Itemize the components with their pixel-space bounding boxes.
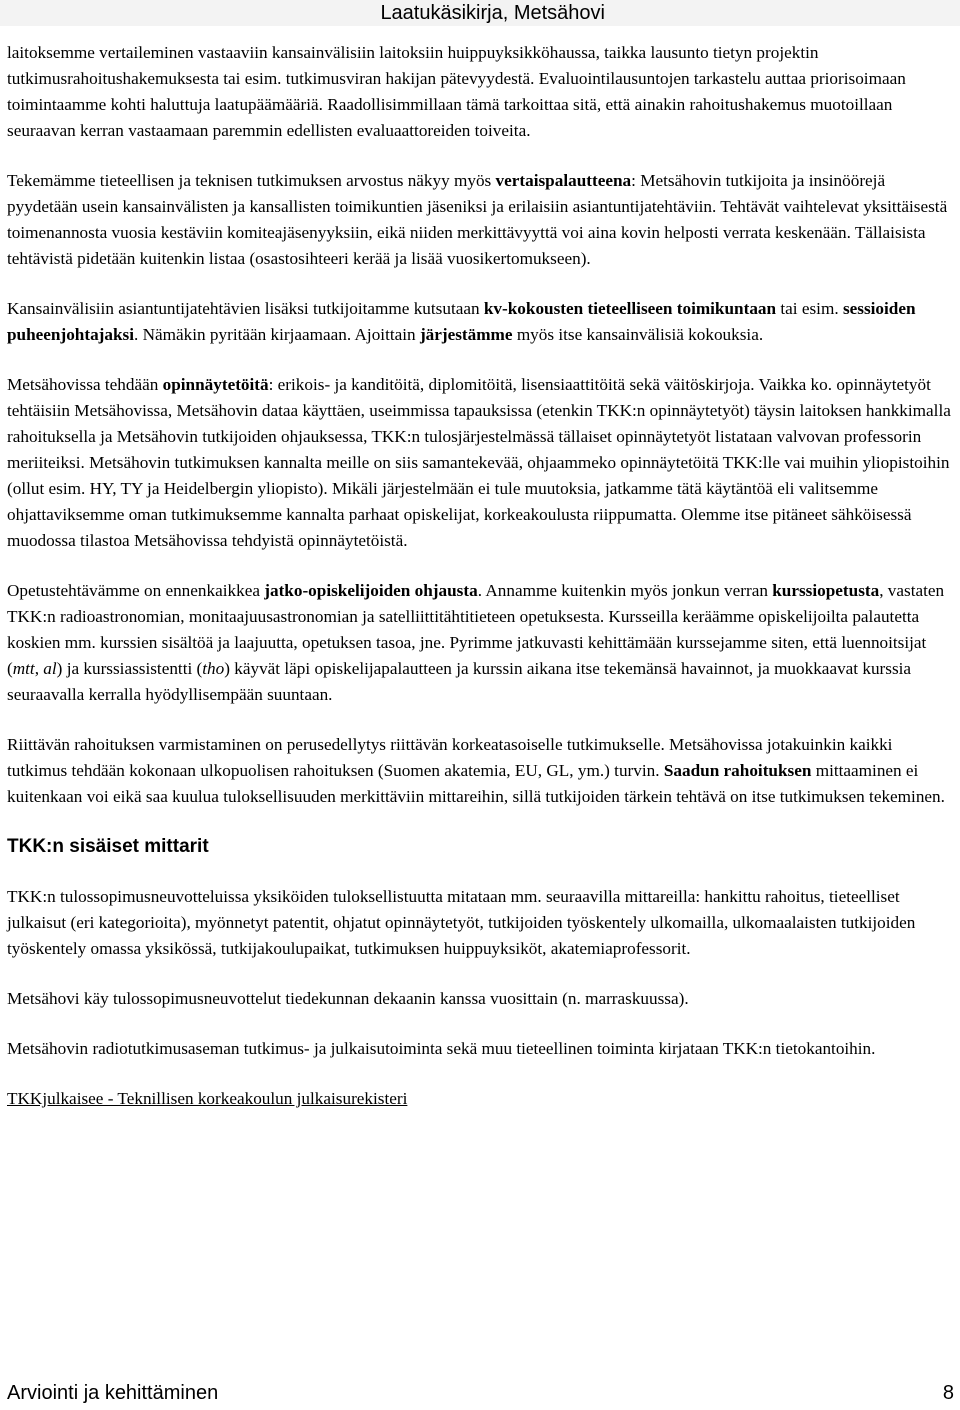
paragraph-conferences	[7, 296, 955, 348]
bold-term: Saadun rahoituksen	[663, 761, 812, 780]
text-run: Metsähovissa tehdään	[7, 375, 163, 394]
italic-term: al	[43, 659, 57, 678]
document-body	[7, 40, 955, 1136]
section-heading: TKK:n sisäiset mittarit	[7, 836, 209, 857]
header-title: Laatukäsikirja, Metsähovi	[380, 2, 605, 24]
italic-term: tho	[202, 659, 225, 678]
bold-term: opinnäytetöitä	[162, 375, 269, 394]
text-run: Kansainvälisiin asiantuntijatehtävien lisäksi tutkijoitamme kutsutaan	[7, 299, 484, 318]
text-run: : erikois- ja kanditöitä, diplomitöitä, lisensiaattitöitä sekä väitöskirjoja. Vaikka ko. opinnäytetyöt tehtäisiin Metsähovissa, Metsähovin dataa käyttäen, useimmissa tapauksissa (etenkin TKK:n opinnäytetyöt) täysin laitoksen hankkimalla rahoituksella ja Metsähovin tutkijoiden ohjauksessa, TKK:n tulosjärjestelmässä tällaiset opinnäytetyöt listataan valvovan professorin meriiteiksi. Metsähovin tutkimuksen kannalta meille on siis samantekevää, ohjaammeko opinnäytetöitä TKK:lle vai muihin yliopistoihin (ollut esim. HY, TY ja Heidelbergin yliopisto). Mikäli järjestelmään ei tule muutoksia, jatkamme tätä käytäntöä eli valitsemme ohjattaviksemme oman tutkimuksemme kannalta parhaat opiskelijat, korkeakoulusta riippumatta. Olemme itse pitäneet sähköisessä muodossa tilastoa Metsähovissa tehdyistä opinnäytetöistä.	[7, 375, 951, 550]
text-run: Metsähovin radiotutkimusaseman tutkimus- ja julkaisutoiminta sekä muu tieteellinen toiminta kirjataan TKK:n tietokantoihin.	[7, 1039, 876, 1058]
text-run: tai esim.	[776, 299, 843, 318]
text-run: ) ja kurssiassistentti (	[56, 659, 203, 678]
text-run: , vastaten TKK:n radioastronomian, monitaajuusastronomian ja satelliittitähtitieteen opetuksesta. Kursseilla keräämme opiskelijoilta palautetta koskien mm. kurssien sisältöä ja laajuutta, opetuksen tasoa, jne. Pyrimme jatkuvasti kehittämään kurssejamme siten, että luennoitsijat (	[7, 581, 945, 678]
bold-term: sessioiden puheenjohtajaksi	[7, 299, 916, 344]
paragraph-databases	[7, 1036, 955, 1062]
bold-term: jatko-opiskelijoiden ohjausta	[264, 581, 478, 600]
text-run: Opetustehtävämme on ennenkaikkea	[7, 581, 265, 600]
text-run: TKK:n tulossopimusneuvotteluissa yksiköiden tuloksellistuutta mitataan mm. seuraavilla mittareilla: hankittu rahoitus, tieteelliset julkaisut (eri kategorioita), myönnetyt patentit, ohjatut opinnäytetyöt, tutkijoiden työskentely ulkomailla, ulkomaalaisten tutkijoiden työskentely omassa yksikössä, tutkijakoulupaikat, tutkimuksen huippuyksiköt, akatemiaprofessorit.	[7, 887, 916, 958]
paragraph-theses	[7, 372, 955, 554]
text-run: laitoksemme vertaileminen vastaaviin kansainvälisiin laitoksiin huippuyksikköhaussa, taikka lausunto tietyn projektin tutkimusrahoitushakemuksesta tai esim. tutkimusviran hakijan pätevyydestä. Evaluointilausuntojen tarkastelu auttaa priorisoimaan toimintaamme kohti haluttuja laatupäämääriä. Raadollisimmillaan tämä tarkoittaa sitä, että ainakin rahoitushakemus muotoillaan seuraavan kerran vastaamaan paremmin edellisten evaluaattoreiden toiveita.	[7, 43, 906, 140]
paragraph-peer-feedback	[7, 168, 955, 272]
text-run: Metsähovi käy tulossopimusneuvottelut tiedekunnan dekaanin kanssa vuosittain (n. marraskuussa).	[7, 989, 689, 1008]
page-header	[0, 0, 960, 26]
footer-chapter: Arviointi ja kehittäminen	[7, 1382, 219, 1404]
text-run: myös itse kansainvälisiä kokouksia.	[512, 325, 764, 344]
text-run: . Annamme kuitenkin myös jonkun verran	[477, 581, 773, 600]
text-run: ,	[34, 659, 44, 678]
paragraph-negotiations	[7, 986, 955, 1012]
bold-term: kv-kokousten tieteelliseen toimikuntaan	[483, 299, 777, 318]
paragraph-metrics	[7, 884, 955, 962]
page-number: 8	[942, 1382, 954, 1404]
publication-registry-link[interactable]: TKKjulkaisee - Teknillisen korkeakoulun julkaisurekisteri	[7, 1089, 408, 1108]
text-run: Tekemämme tieteellisen ja teknisen tutkimuksen arvostus näkyy myös	[7, 171, 496, 190]
text-run: ) käyvät läpi opiskelijapalautteen ja kurssin aikana itse tekemänsä havainnot, ja muokkaavat kurssia seuraavalla kerralla hyödyllisempään suuntaan.	[7, 659, 912, 704]
text-run: : Metsähovin tutkijoita ja insinöörejä pyydetään usein kansainvälisten ja kansallisten toimikuntien jäseniksi ja erilaisiin asiantuntijatehtäviin. Tehtävät vaihtelevat yksittäisestä toimenannosta vuosia kestäviin komiteajäsenyyksiin, eikä niiden merkittävyyttä voi aina kovin helposti verrata keskenään. Tällaisista tehtävistä pidetään kuitenkin listaa (osastosihteeri kerää ja lisää vuosikertomukseen).	[7, 171, 948, 268]
paragraph-funding	[7, 732, 955, 810]
bold-term: kurssiopetusta	[772, 581, 880, 600]
text-run: Riittävän rahoituksen varmistaminen on perusedellytys riittävän korkeatasoiselle tutkimukselle. Metsähovissa jotakuinkin kaikki tutkimus tehdään kokonaan ulkopuolisen rahoituksen (Suomen akatemia, EU, GL, ym.) turvin.	[7, 735, 893, 780]
text-run: . Nämäkin pyritään kirjaamaan. Ajoittain	[134, 325, 420, 344]
paragraph-evaluation	[7, 40, 955, 144]
paragraph-teaching	[7, 578, 955, 708]
italic-term: mtt	[12, 659, 35, 678]
bold-term: järjestämme	[419, 325, 513, 344]
link-paragraph	[7, 1086, 955, 1112]
bold-term: vertaispalautteena	[495, 171, 632, 190]
text-run: mittaaminen ei kuitenkaan voi eikä saa kuulua tuloksellisuuden merkittäviin mittareihin, sillä tutkijoiden tärkein tehtävä on itse tutkimuksen tekeminen.	[7, 761, 945, 806]
page-footer	[7, 1380, 954, 1406]
